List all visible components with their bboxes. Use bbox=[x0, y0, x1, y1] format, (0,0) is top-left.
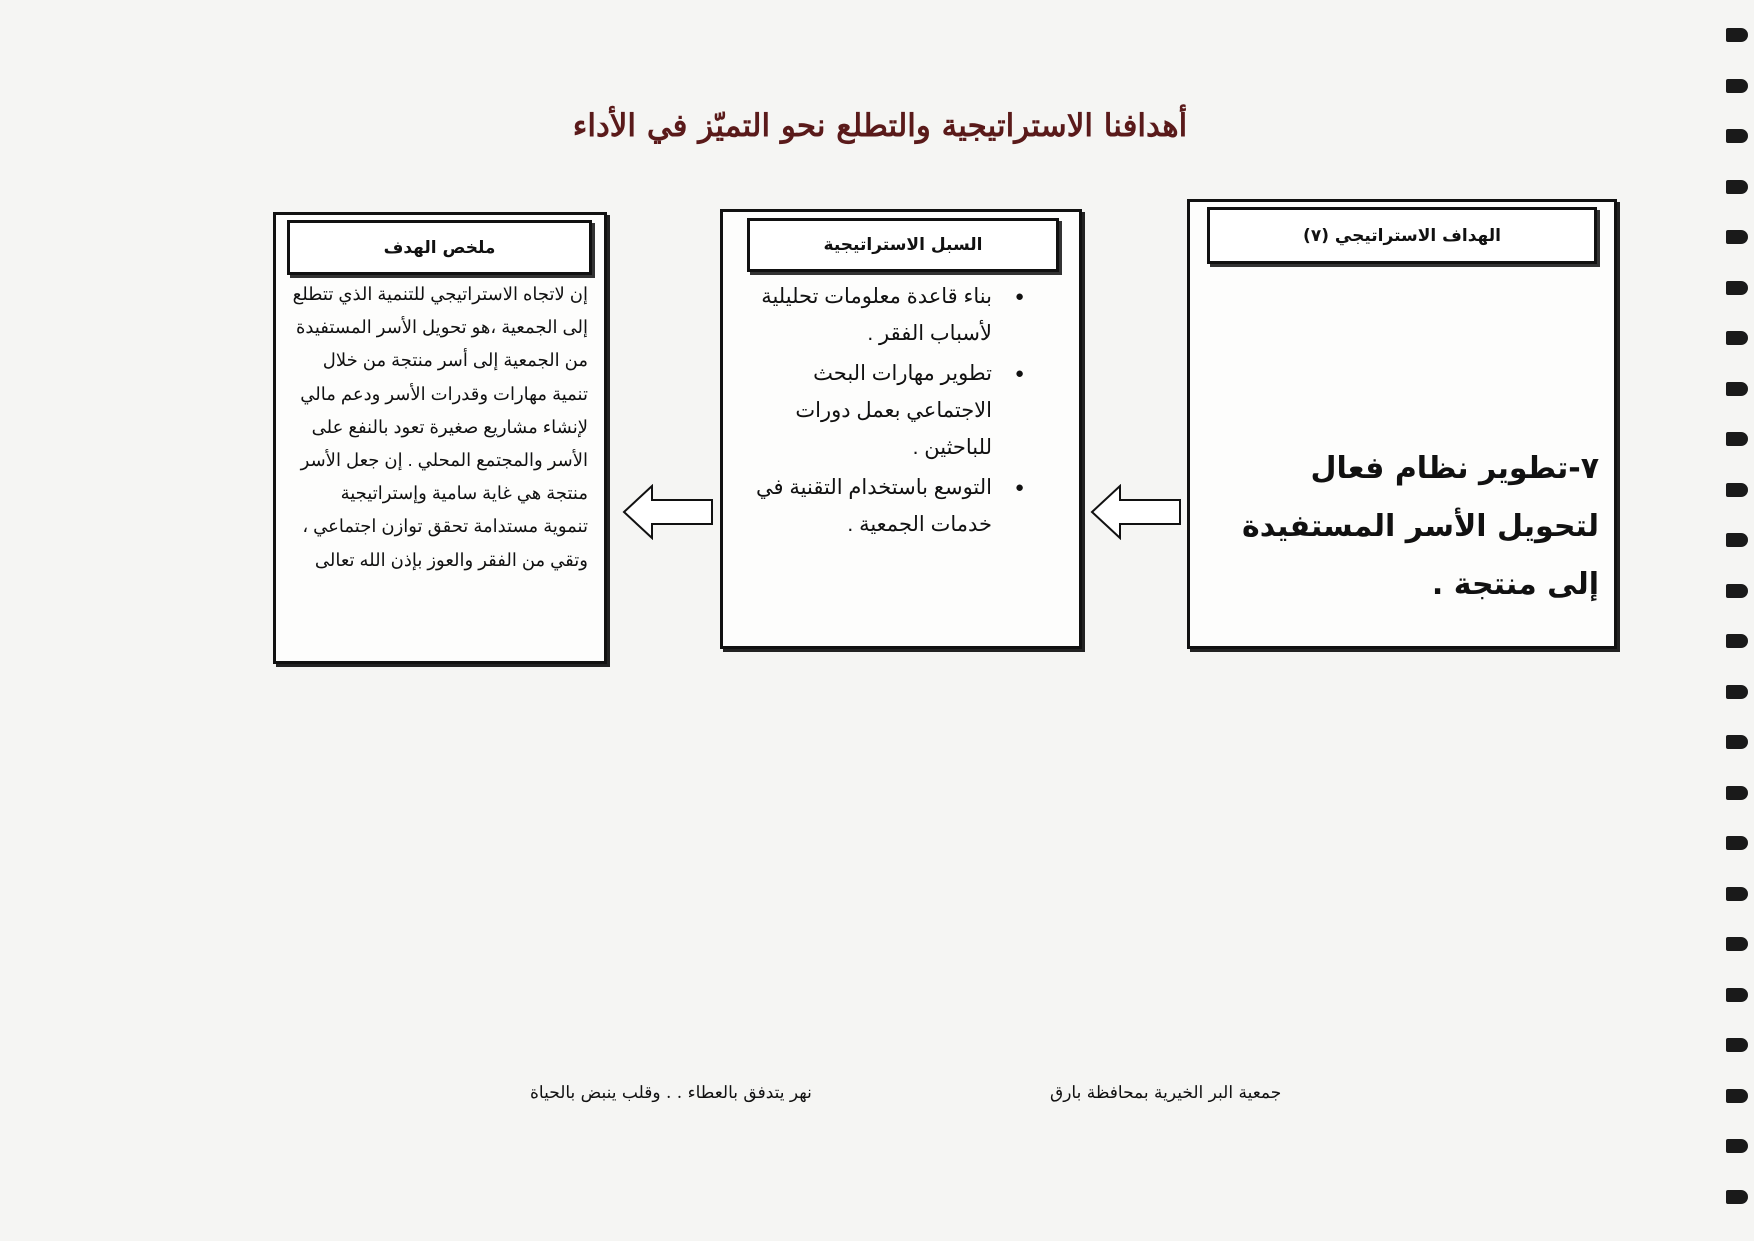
binding-ring bbox=[1726, 382, 1748, 396]
binding-ring bbox=[1726, 634, 1748, 648]
binding-ring bbox=[1726, 685, 1748, 699]
spiral-binding bbox=[1714, 0, 1754, 1241]
goal-text: ٧-تطوير نظام فعال لتحويل الأسر المستفيدة إلى منتجة . bbox=[1242, 451, 1599, 602]
binding-ring bbox=[1726, 483, 1748, 497]
binding-ring bbox=[1726, 230, 1748, 244]
arrow-left-icon bbox=[622, 484, 714, 540]
binding-ring bbox=[1726, 180, 1748, 194]
binding-ring bbox=[1726, 79, 1748, 93]
binding-ring bbox=[1726, 129, 1748, 143]
binding-ring bbox=[1726, 1038, 1748, 1052]
binding-ring bbox=[1726, 988, 1748, 1002]
paths-list bbox=[740, 278, 1018, 546]
goal-box-header: الهداف الاستراتيجي (٧) bbox=[1207, 207, 1597, 264]
binding-ring bbox=[1726, 1139, 1748, 1153]
binding-ring bbox=[1726, 735, 1748, 749]
binding-ring bbox=[1726, 887, 1748, 901]
binding-ring bbox=[1726, 836, 1748, 850]
page-title: أهدافنا الاستراتيجية والتطلع نحو التميّز في الأداء bbox=[572, 108, 1188, 144]
summary-text: إن لاتجاه الاستراتيجي للتنمية الذي تتطلع إلى الجمعية ،هو تحويل الأسر المستفيدة من الجمعية إلى أسر منتجة من خلال تنمية مهارات وقدرات الأسر ودعم مالي لإنشاء مشاريع صغيرة تعود بالنفع على الأسر والمجتمع المحلي . إن جعل الأسر منتجة هي غاية سامية وإستراتيجية تنموية مستدامة تحقق توازن اجتماعي ، وتقي من الفقر والعوز بإذن الله تعالى bbox=[292, 284, 588, 570]
binding-ring bbox=[1726, 1190, 1748, 1204]
summary-box-header: ملخص الهدف bbox=[287, 220, 592, 275]
binding-ring bbox=[1726, 432, 1748, 446]
binding-ring bbox=[1726, 331, 1748, 345]
binding-ring bbox=[1726, 533, 1748, 547]
path-item: ● تطوير مهارات البحث الاجتماعي بعمل دورات للباحثين . bbox=[740, 355, 992, 466]
binding-ring bbox=[1726, 937, 1748, 951]
binding-ring bbox=[1726, 281, 1748, 295]
footer-slogan: نهر يتدفق بالعطاء . . وقلب ينبض بالحياة bbox=[530, 1083, 812, 1103]
paths-box-header: السبل الاستراتيجية bbox=[747, 218, 1059, 272]
arrow-left-icon bbox=[1090, 484, 1182, 540]
binding-ring bbox=[1726, 584, 1748, 598]
path-item: ● بناء قاعدة معلومات تحليلية لأسباب الفقر . bbox=[740, 278, 992, 352]
footer-org: جمعية البر الخيرية بمحافظة بارق bbox=[1050, 1083, 1282, 1103]
binding-ring bbox=[1726, 786, 1748, 800]
binding-ring bbox=[1726, 28, 1748, 42]
path-item: ● التوسع باستخدام التقنية في خدمات الجمعية . bbox=[740, 469, 992, 543]
binding-ring bbox=[1726, 1089, 1748, 1103]
